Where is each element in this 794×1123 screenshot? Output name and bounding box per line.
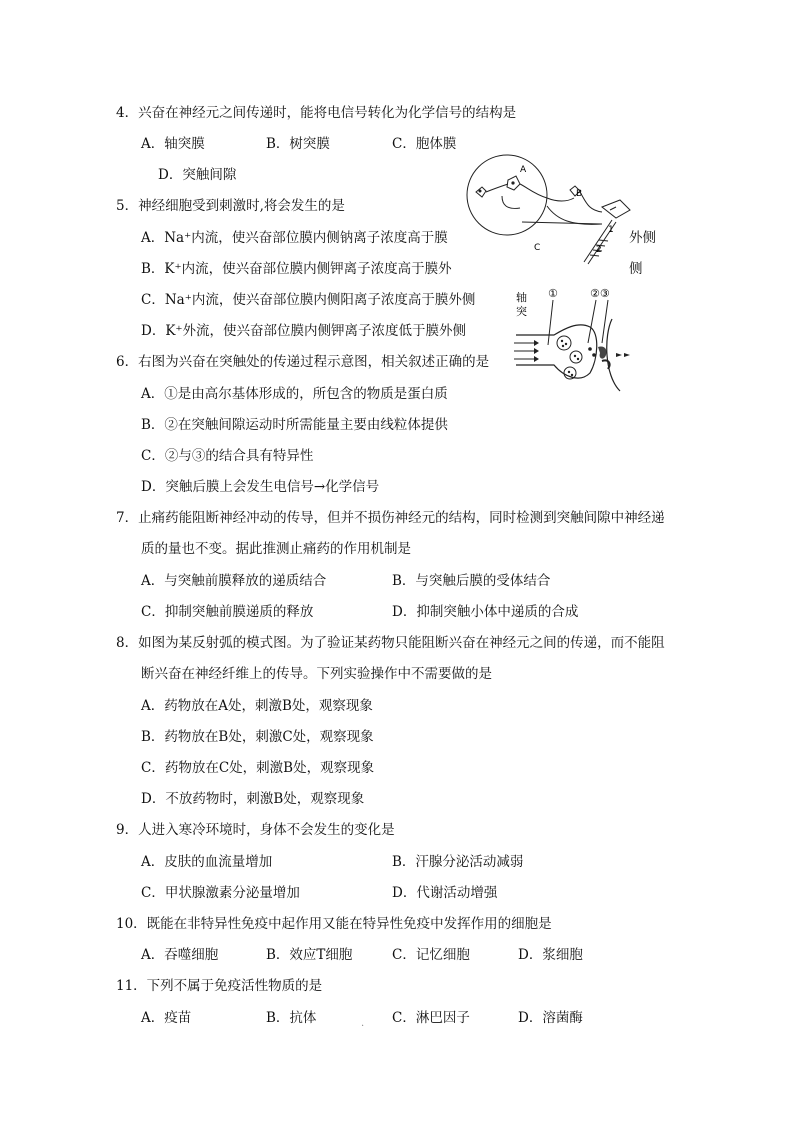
q7-option-d: D．抑制突触小体中递质的合成 (392, 604, 579, 620)
q11-option-b: B．抗体 (266, 1010, 317, 1026)
q7-option-c: C．抑制突触前膜递质的释放 (141, 604, 314, 620)
q4-option-d: D．突触间隙 (158, 167, 237, 183)
q11-stem: 11．下列不属于免疫活性物质的是 (116, 978, 323, 994)
q5-option-d: D．K⁺外流，使兴奋部位膜内侧钾离子浓度低于膜外侧 (141, 323, 467, 339)
q10-option-b: B．效应T细胞 (266, 947, 353, 963)
q4-option-a: A．轴突膜 (141, 136, 205, 152)
reflex-label-1: 1 (608, 225, 614, 235)
q10-option-c: C．记忆细胞 (392, 947, 470, 963)
stray-dot: . (361, 1018, 365, 1029)
q9-option-a: A．皮肤的血流量增加 (141, 854, 273, 870)
q8-option-c: C．药物放在C处，刺激B处，观察现象 (141, 760, 375, 776)
q7-stem-line1: 7．止痛药能阻断神经冲动的传导，但并不损伤神经元的结构，同时检测到突触间隙中神经递 (116, 510, 665, 526)
q6-stem: 6．右图为兴奋在突触处的传递过程示意图，相关叙述正确的是 (116, 354, 490, 370)
synapse-label-transmitter-receptor: ②③ (590, 287, 610, 300)
reflex-arc-figure (462, 150, 640, 265)
q11-option-d: D．溶菌酶 (518, 1010, 583, 1026)
q10-option-d: D．浆细胞 (518, 947, 583, 963)
q9-option-d: D．代谢活动增强 (392, 885, 498, 901)
q8-stem-line2: 断兴奋在神经纤维上的传导。下列实验操作中不需要做的是 (141, 666, 492, 682)
q10-option-a: A．吞噬细胞 (141, 947, 219, 963)
q4-option-c: C．胞体膜 (392, 136, 457, 152)
q8-option-d: D．不放药物时，刺激B处，观察现象 (141, 791, 365, 807)
q6-option-a: A．①是由高尔基体形成的，所包含的物质是蛋白质 (141, 386, 448, 402)
reflex-label-2: 2 (596, 245, 602, 255)
synapse-label-axon-2: 突 (516, 305, 527, 318)
q9-stem: 9．人进入寒冷环境时，身体不会发生的变化是 (116, 822, 395, 838)
q6-option-b: B．②在突触间隙运动时所需能量主要由线粒体提供 (141, 417, 448, 433)
reflex-label-a: A (520, 165, 527, 175)
q8-stem-line1: 8．如图为某反射弧的模式图。为了验证某药物只能阻断兴奋在神经元之间的传递，而不能阻 (116, 635, 665, 651)
q6-option-d: D．突触后膜上会发生电信号→化学信号 (141, 479, 380, 495)
synapse-label-vesicle: ① (548, 287, 558, 300)
q8-option-b: B．药物放在B处，刺激C处，观察现象 (141, 729, 374, 745)
q4-option-b: B．树突膜 (266, 136, 330, 152)
q5-option-a: A．Na⁺内流，使兴奋部位膜内侧钠离子浓度高于膜 (141, 230, 448, 246)
q8-option-a: A．药物放在A处，刺激B处，观察现象 (141, 698, 373, 714)
q6-option-c: C．②与③的结合具有特异性 (141, 448, 314, 464)
q9-option-b: B．汗腺分泌活动减弱 (392, 854, 524, 870)
q5-option-a-tail: 外侧 (629, 230, 656, 246)
q7-option-b: B．与突触后膜的受体结合 (392, 573, 551, 589)
q9-option-c: C．甲状腺激素分泌量增加 (141, 885, 300, 901)
q7-stem-line2: 质的量也不变。据此推测止痛药的作用机制是 (141, 541, 411, 557)
synapse-label-axon-1: 轴 (516, 291, 527, 304)
q10-stem: 10．既能在非特异性免疫中起作用又能在特异性免疫中发挥作用的细胞是 (116, 916, 552, 932)
reflex-label-c: C (534, 243, 541, 253)
q11-option-c: C．淋巴因子 (392, 1010, 470, 1026)
synapse-figure (508, 285, 636, 395)
q5-stem: 5．神经细胞受到刺激时,将会发生的是 (116, 198, 345, 214)
q7-option-a: A．与突触前膜释放的递质结合 (141, 573, 327, 589)
q11-option-a: A．疫苗 (141, 1010, 192, 1026)
q5-option-b: B．K⁺内流，使兴奋部位膜内侧钾离子浓度高于膜外 (141, 261, 452, 277)
q5-option-c: C．Na⁺内流，使兴奋部位膜内侧阳离子浓度高于膜外侧 (141, 292, 476, 308)
q5-option-b-tail: 侧 (629, 261, 643, 277)
reflex-label-b: B (576, 189, 583, 199)
q4-stem: 4．兴奋在神经元之间传递时，能将电信号转化为化学信号的结构是 (116, 105, 517, 121)
